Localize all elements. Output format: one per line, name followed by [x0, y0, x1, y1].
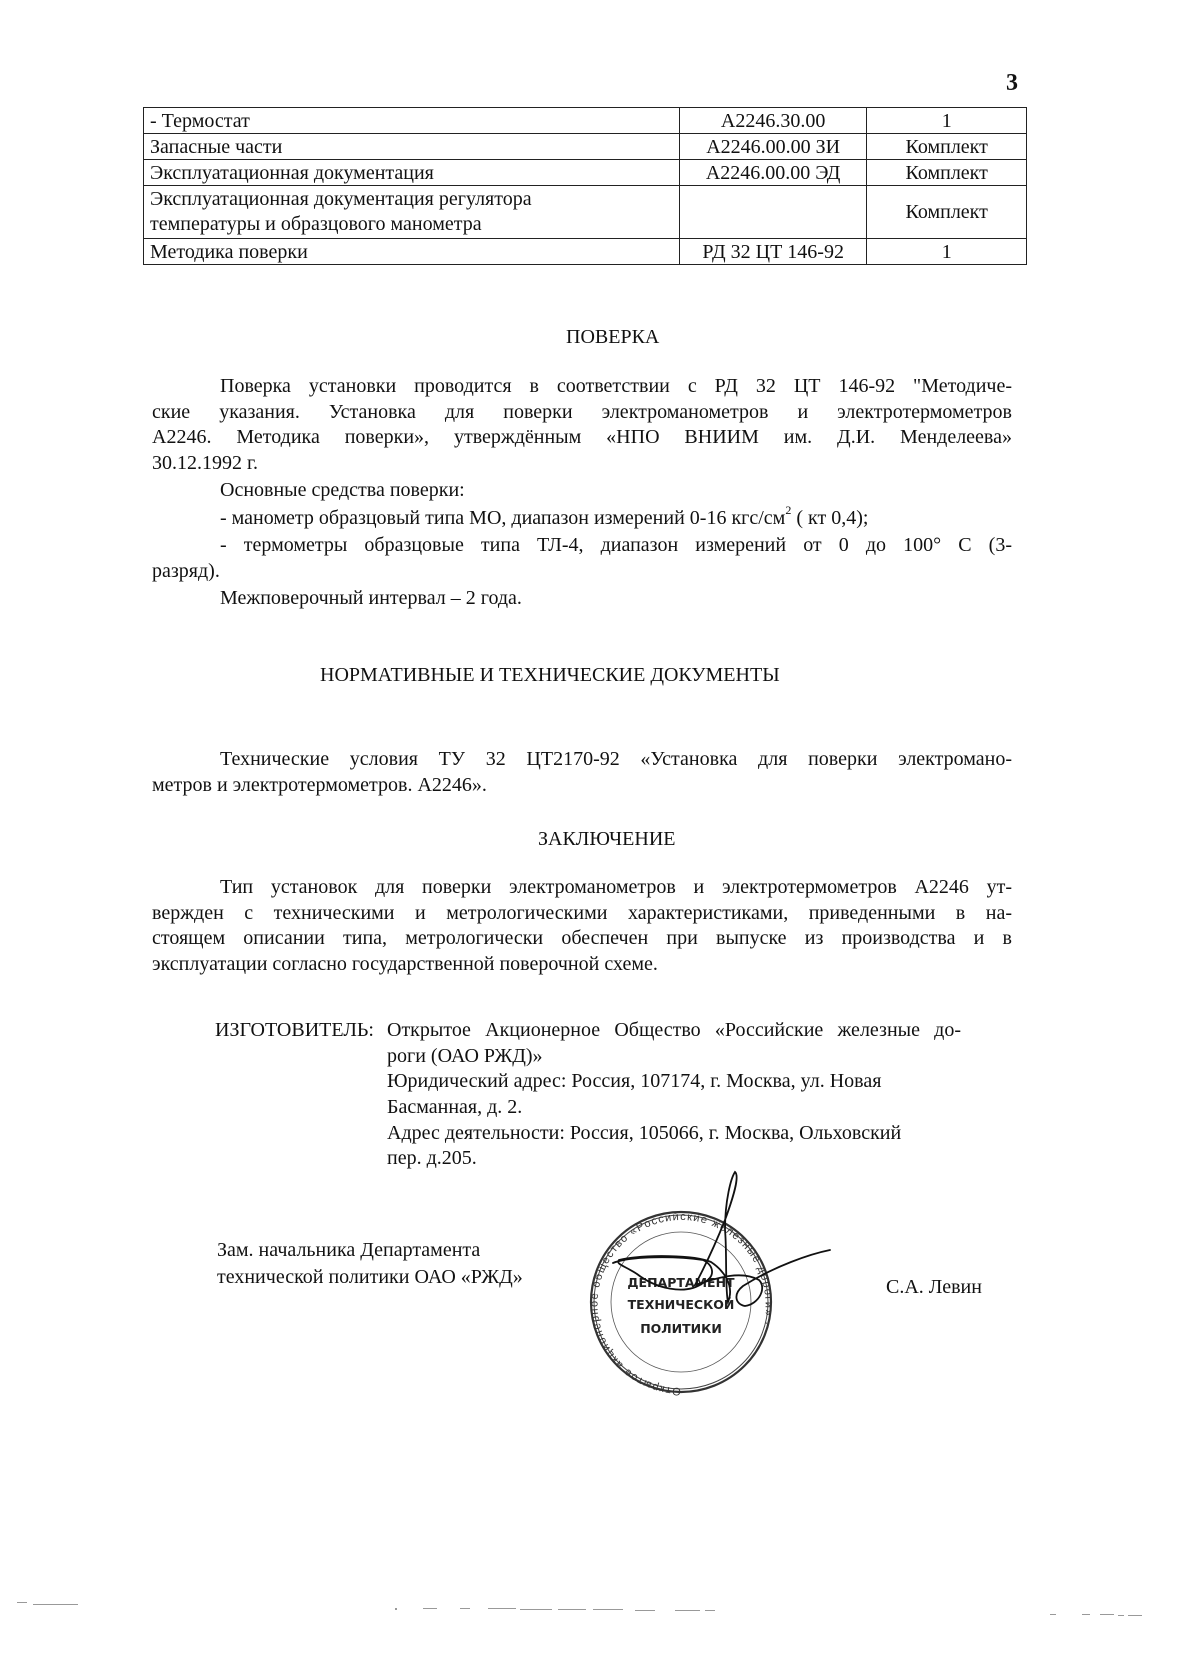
- stamp-icon: [585, 1170, 845, 1410]
- verification-interval: Межповерочный интервал – 2 года.: [220, 587, 522, 609]
- table-cell-name: - Термостат: [144, 108, 680, 134]
- signatory-title-line: технической политики ОАО «РЖД»: [217, 1266, 523, 1288]
- table-cell-quantity: 1: [867, 108, 1027, 134]
- table-cell-designation: А2246.00.00 ЭД: [679, 160, 866, 186]
- section-heading-normative: НОРМАТИВНЫЕ И ТЕХНИЧЕСКИЕ ДОКУМЕНТЫ: [320, 664, 780, 686]
- table-cell-name-line: Эксплуатационная документация регулятора: [150, 188, 532, 210]
- official-stamp: [585, 1170, 845, 1410]
- verification-section: [152, 374, 1012, 612]
- signatory-title-line: Зам. начальника Департамента: [217, 1239, 481, 1261]
- page-number: 3: [1006, 70, 1018, 96]
- table-cell-name: Методика поверки: [144, 239, 680, 265]
- manufacturer-line: Басманная, д. 2.: [387, 1096, 523, 1119]
- paragraph-line: вержден с техническими и метрологическими характеристиками, приведенными в на-: [152, 901, 1012, 924]
- paragraph-line: Тип установок для поверки электроманометров и электротермометров А2246 ут-: [220, 876, 1012, 898]
- conclusion-section: [152, 875, 1012, 977]
- paragraph-line: Технические условия ТУ 32 ЦТ2170-92 «Установка для поверки электромано-: [220, 748, 1012, 770]
- means-item-continuation: разряд).: [152, 559, 220, 582]
- manufacturer-line: Адрес деятельности: Россия, 105066, г. Москва, Ольховский: [387, 1121, 902, 1144]
- paragraph-line: Поверка установки проводится в соответствии с РД 32 ЦТ 146-92 "Методиче-: [220, 375, 1012, 397]
- paragraph-line: А2246. Методика поверки», утверждённым «НПО ВНИИМ им. Д.И. Менделеева»: [152, 426, 1012, 448]
- signatory-name: С.А. Левин: [886, 1276, 982, 1298]
- table-cell-designation: [679, 186, 866, 239]
- paragraph-line: метров и электротермометров. А2246».: [152, 773, 487, 796]
- table-cell-name: [144, 186, 680, 239]
- table-row: [144, 108, 1027, 134]
- table-cell-designation: РД 32 ЦТ 146-92: [679, 239, 866, 265]
- means-item: [152, 502, 1012, 532]
- section-heading-verification: ПОВЕРКА: [566, 326, 660, 348]
- spec-table: [143, 107, 1027, 265]
- table-cell-quantity: 1: [867, 239, 1027, 265]
- table-cell-quantity: Комплект: [867, 186, 1027, 239]
- manufacturer-line: роги (ОАО РЖД)»: [387, 1044, 543, 1067]
- table-cell-name: Запасные части: [144, 134, 680, 160]
- superscript: 2: [785, 502, 792, 517]
- table-row: [144, 160, 1027, 186]
- stamp-text-line: ПОЛИТИКИ: [640, 1321, 722, 1336]
- section-heading-conclusion: ЗАКЛЮЧЕНИЕ: [538, 828, 676, 850]
- table-cell-designation: А2246.30.00: [679, 108, 866, 134]
- manufacturer-line: пер. д.205.: [387, 1147, 477, 1170]
- scan-artifact: [0, 1600, 1178, 1630]
- table-cell-quantity: Комплект: [867, 134, 1027, 160]
- stamp-text-line: ТЕХНИЧЕСКОЙ: [627, 1297, 735, 1312]
- normative-section: [152, 747, 1012, 798]
- table-cell-quantity: Комплект: [867, 160, 1027, 186]
- means-item-text: ( кт 0,4);: [791, 506, 869, 529]
- paragraph-line: эксплуатации согласно государственной поверочной схеме.: [152, 952, 658, 975]
- table-cell-name: Эксплуатационная документация: [144, 160, 680, 186]
- stamp-text-line: ДЕПАРТАМЕНТ: [627, 1275, 735, 1290]
- paragraph-line: стоящем описании типа, метрологически обеспечен при выпуске из производства и в: [152, 927, 1012, 949]
- paragraph-line: 30.12.1992 г.: [152, 451, 258, 474]
- stamp-ring-text: Открытое акционерное общество «Российские железные дороги» ·: [588, 1210, 775, 1398]
- table-row: [144, 186, 1027, 239]
- table-cell-name-line: температуры и образцового манометра: [150, 213, 482, 235]
- manufacturer-details: [387, 1018, 961, 1172]
- manufacturer-line: Юридический адрес: Россия, 107174, г. Москва, ул. Новая: [387, 1070, 882, 1093]
- paragraph-line: ские указания. Установка для поверки электроманометров и электротермометров: [152, 400, 1012, 423]
- manufacturer-label: ИЗГОТОВИТЕЛЬ:: [215, 1019, 374, 1041]
- table-cell-designation: А2246.00.00 ЗИ: [679, 134, 866, 160]
- manufacturer-line: Открытое Акционерное Общество «Российские железные до-: [387, 1019, 961, 1041]
- means-label: Основные средства поверки:: [220, 479, 465, 501]
- signatory-title: [217, 1237, 523, 1291]
- means-item-text: - манометр образцовый типа МО, диапазон измерений 0-16 кгс/см: [220, 506, 786, 529]
- table-row: [144, 239, 1027, 265]
- table-row: [144, 134, 1027, 160]
- means-item: - термометры образцовые типа ТЛ-4, диапазон измерений от 0 до 100° С (3-: [220, 534, 1012, 556]
